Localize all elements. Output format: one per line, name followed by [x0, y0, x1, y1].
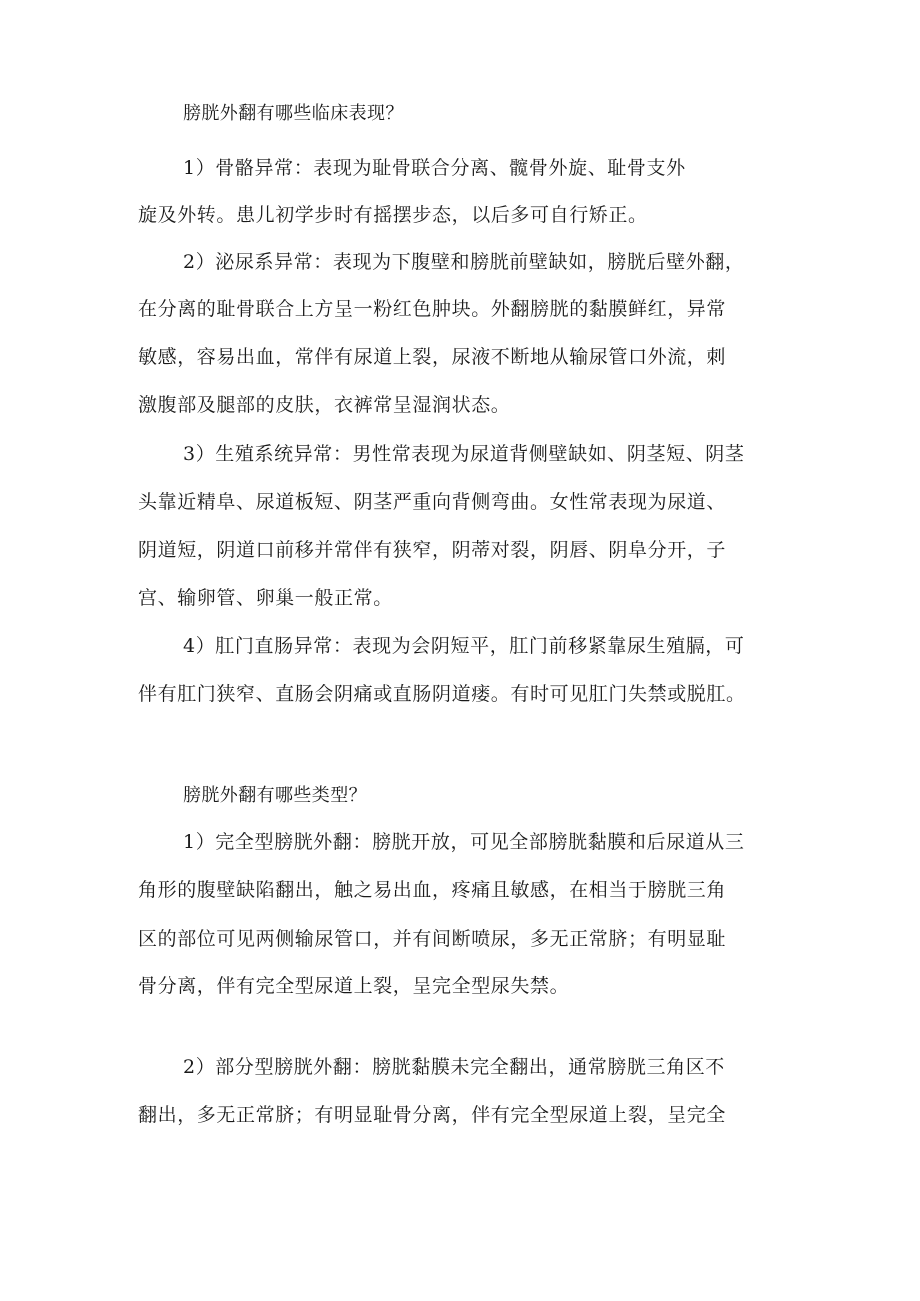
paragraph-line: 角形的腹壁缺陷翻出，触之易出血，疼痛且敏感，在相当于膀胱三角 [138, 879, 727, 901]
paragraph-line: 1）完全型膀胱外翻：膀胱开放，可见全部膀胱黏膜和后尿道从三 [183, 831, 745, 853]
section-title: 膀胱外翻有哪些临床表现？ [183, 103, 404, 124]
paragraph-line: 区的部位可见两侧输尿管口，并有间断喷尿，多无正常脐；有明显耻 [138, 928, 727, 950]
section-title: 膀胱外翻有哪些类型？ [183, 785, 367, 806]
paragraph-line: 2）部分型膀胱外翻：膀胱黏膜未完全翻出，通常膀胱三角区不 [183, 1056, 725, 1078]
paragraph-line: 4）肛门直肠异常：表现为会阴短平，肛门前移紧靠尿生殖膈，可 [183, 635, 745, 657]
paragraph-line: 3）生殖系统异常：男性常表现为尿道背侧壁缺如、阴茎短、阴茎 [183, 443, 745, 465]
paragraph-line: 阴道短，阴道口前移并常伴有狭窄，阴蒂对裂，阴唇、阴阜分开，子 [138, 539, 727, 561]
paragraph-line: 旋及外转。患儿初学步时有摇摆步态，以后多可自行矫正。 [138, 204, 648, 226]
paragraph-line: 2）泌尿系异常：表现为下腹壁和膀胱前壁缺如，膀胱后壁外翻， [183, 251, 745, 273]
paragraph-line: 在分离的耻骨联合上方呈一粉红色肿块。外翻膀胱的黏膜鲜红，异常 [138, 298, 727, 320]
paragraph-line: 伴有肛门狭窄、直肠会阴痛或直肠阴道瘘。有时可见肛门失禁或脱肛。 [138, 683, 746, 705]
paragraph-line: 1）骨骼异常：表现为耻骨联合分离、髋骨外旋、耻骨支外 [183, 157, 686, 179]
paragraph-line: 敏感，容易出血，常伴有尿道上裂，尿液不断地从输尿管口外流，刺 [138, 346, 727, 368]
paragraph-line: 宫、输卵管、卵巢一般正常。 [138, 587, 393, 609]
paragraph-line: 翻出，多无正常脐；有明显耻骨分离，伴有完全型尿道上裂，呈完全 [138, 1104, 727, 1126]
paragraph-line: 激腹部及腿部的皮肤，衣裤常呈湿润状态。 [138, 394, 511, 416]
paragraph-line: 骨分离，伴有完全型尿道上裂，呈完全型尿失禁。 [138, 975, 570, 997]
paragraph-line: 头靠近精阜、尿道板短、阴茎严重向背侧弯曲。女性常表现为尿道、 [138, 491, 727, 513]
